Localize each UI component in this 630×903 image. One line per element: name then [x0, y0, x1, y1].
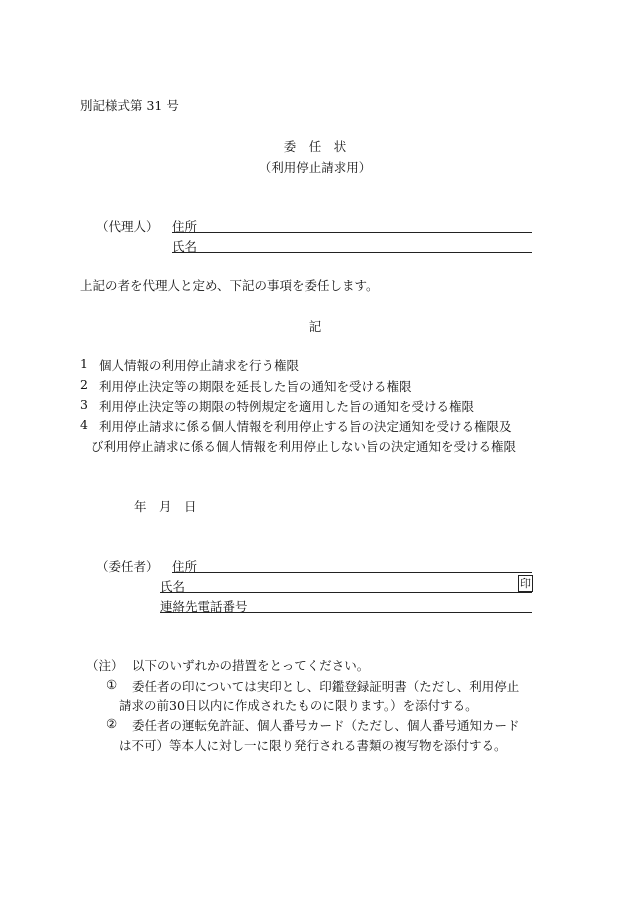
ki-heading: 記 — [308, 319, 322, 334]
agent-address-label: 住所 — [172, 219, 198, 234]
note-intro: 以下のいずれかの措置をとってください。 — [132, 658, 370, 673]
list-item: 個人情報の利用停止請求を行う権限 — [99, 358, 300, 373]
list-item-number: 2 — [80, 377, 88, 392]
note-mark-1: ① — [106, 677, 118, 692]
principal-address-label: 住所 — [172, 559, 198, 574]
principal-name-field[interactable] — [160, 592, 532, 593]
document-subtitle: （利用停止請求用） — [258, 160, 372, 175]
principal-address-field[interactable] — [172, 572, 532, 573]
list-item-number: 1 — [80, 356, 88, 371]
note-text: 請求の前30日以内に作成されたものに限ります。）を添付する。 — [119, 698, 478, 713]
seal-mark: 印 — [520, 577, 531, 590]
agent-name-label: 氏名 — [172, 239, 198, 254]
note-text: 委任者の印については実印とし、印鑑登録証明書（ただし、利用停止 — [132, 679, 520, 694]
delegation-statement: 上記の者を代理人と定め、下記の事項を委任します。 — [80, 278, 379, 293]
agent-name-field[interactable] — [172, 252, 532, 253]
list-item-number: 3 — [80, 397, 88, 412]
note-text: は不可）等本人に対し一に限り発行される書類の複写物を添付する。 — [119, 738, 507, 753]
list-item-number: 4 — [80, 417, 88, 432]
list-item: 利用停止請求に係る個人情報を利用停止する旨の決定通知を受ける権限及 — [99, 419, 512, 434]
note-mark-2: ② — [106, 716, 118, 731]
list-item: 利用停止決定等の期限を延長した旨の通知を受ける権限 — [99, 379, 412, 394]
form-number: 別記様式第 31 号 — [80, 98, 179, 113]
agent-address-field[interactable] — [172, 232, 532, 233]
principal-phone-label: 連絡先電話番号 — [160, 599, 248, 614]
agent-label: （代理人） — [96, 219, 159, 234]
principal-phone-field[interactable] — [160, 612, 532, 613]
list-item: 利用停止決定等の期限の特例規定を適用した旨の通知を受ける権限 — [99, 399, 475, 414]
principal-name-label: 氏名 — [160, 579, 186, 594]
list-item-continuation: び利用停止請求に係る個人情報を利用停止しない旨の決定通知を受ける権限 — [91, 439, 517, 454]
note-text: 委任者の運転免許証、個人番号カード（ただし、個人番号通知カード — [132, 718, 520, 733]
principal-label: （委任者） — [96, 559, 159, 574]
date-line: 年 月 日 — [134, 499, 197, 514]
note-label: （注） — [86, 658, 124, 673]
document-title: 委 任 状 — [283, 139, 347, 154]
